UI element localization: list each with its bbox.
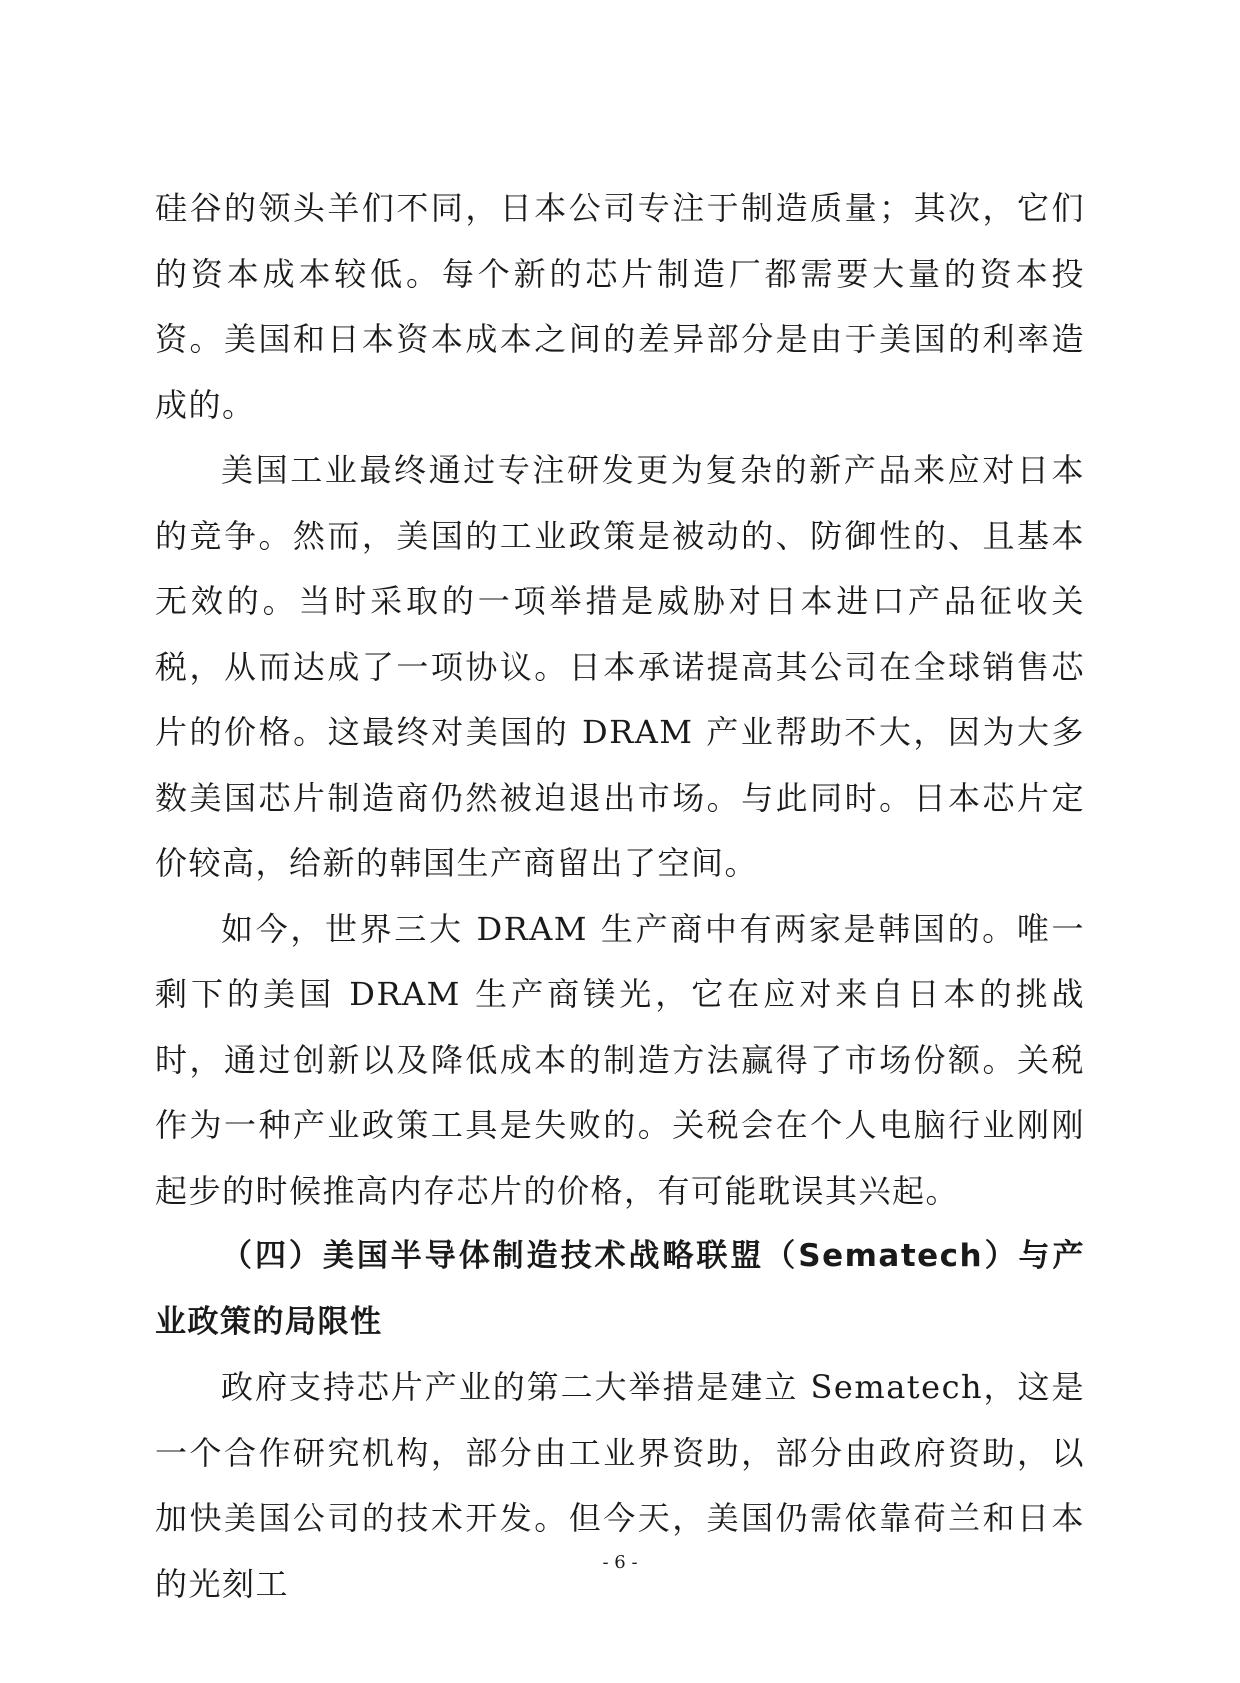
paragraph-dram-producers: 如今，世界三大 DRAM 生产商中有两家是韩国的。唯一剩下的美国 DRAM 生产商镁光，它在应对来自日本的挑战时，通过创新以及降低成本的制造方法赢得了市场份额。关税作为一种产业政策工具是失败的。关税会在个人电脑行业刚刚起步的时候推高内存芯片的价格，有可能耽误其兴起。 — [155, 909, 1085, 1210]
paragraph-sematech: 政府支持芯片产业的第二大举措是建立 Sematech，这是一个合作研究机构，部分由工业界资助，部分由政府资助，以加快美国公司的技术开发。但今天，美国仍需依靠荷兰和日本的光刻工 — [155, 1368, 1085, 1603]
page-number: - 6 - — [602, 1552, 638, 1573]
document-body — [155, 176, 1085, 1617]
paragraph-industry-response: 美国工业最终通过专注研发更为复杂的新产品来应对日本的竞争。然而，美国的工业政策是被动的、防御性的、且基本无效的。当时采取的一项举措是威胁对日本进口产品征收关税，从而达成了一项协议。日本承诺提高其公司在全球销售芯片的价格。这最终对美国的 DRAM 产业帮助不大，因为大多数美国芯片制造商仍然被迫退出市场。与此同时。日本芯片定价较高，给新的韩国生产商留出了空间。 — [155, 451, 1085, 882]
section-heading-sematech: （四）美国半导体制造技术战略联盟（Sematech）与产业政策的局限性 — [155, 1238, 1085, 1340]
paragraph-continuation: 硅谷的领头羊们不同，日本公司专注于制造质量；其次，它们的资本成本较低。每个新的芯片制造厂都需要大量的资本投资。美国和日本资本成本之间的差异部分是由于美国的利率造成的。 — [155, 189, 1085, 424]
